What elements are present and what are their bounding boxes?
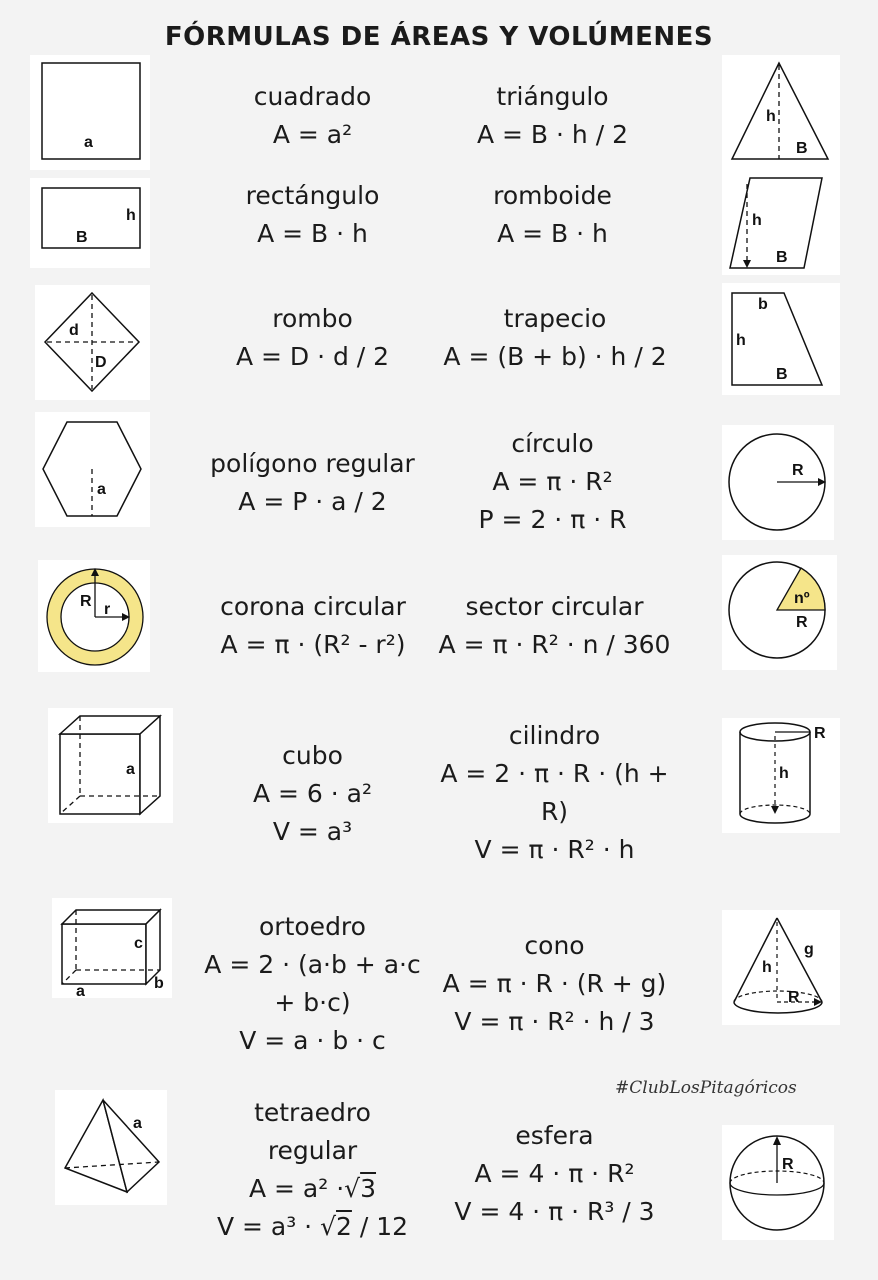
- formula-esfera-area: A = 4 · π · R²: [474, 1159, 635, 1188]
- label-R: R: [782, 1156, 794, 1173]
- formula-ortoedro-volumen: V = a · b · c: [239, 1026, 386, 1055]
- formula-trapecio: A = (B + b) · h / 2: [443, 342, 667, 371]
- cell-ortoedro: [195, 908, 430, 1060]
- name-corona: corona circular: [220, 592, 406, 621]
- label-h: h: [126, 207, 136, 224]
- cell-cuadrado: [200, 78, 425, 154]
- label-a: a: [133, 1115, 142, 1132]
- label-B: B: [776, 249, 788, 266]
- name-triangulo: triángulo: [496, 82, 609, 111]
- formula-rectangulo: A = B · h: [257, 219, 368, 248]
- label-h: h: [736, 332, 746, 349]
- label-R: R: [788, 989, 800, 1006]
- label-c: c: [134, 935, 143, 952]
- formula-tetraedro-vol-text: V = a³ ·: [216, 1212, 313, 1241]
- label-h: h: [766, 108, 776, 125]
- cube-figure: [48, 708, 173, 823]
- name-circulo: círculo: [511, 429, 594, 458]
- label-B: B: [796, 140, 808, 157]
- hexagon-figure: [35, 412, 150, 527]
- name-romboide: romboide: [493, 181, 612, 210]
- label-a: a: [84, 134, 93, 151]
- cell-cono: [432, 927, 677, 1041]
- label-B: B: [776, 366, 788, 383]
- cell-rectangulo: [200, 177, 425, 253]
- formula-cuadrado: A = a²: [272, 120, 353, 149]
- formula-cono-area: A = π · R · (R + g): [442, 969, 667, 998]
- name-cilindro: cilindro: [508, 721, 601, 750]
- formula-tetraedro-area: A = a² ·√3: [248, 1174, 377, 1203]
- cell-sector: [432, 588, 677, 664]
- formula-esfera-volumen: V = 4 · π · R³ / 3: [454, 1197, 655, 1226]
- name-cono: cono: [524, 931, 585, 960]
- label-n: nº: [794, 590, 810, 607]
- square-figure: [30, 55, 150, 170]
- label-R: R: [796, 614, 808, 631]
- label-r: r: [104, 601, 111, 618]
- formula-poligono: A = P · a / 2: [238, 487, 387, 516]
- cell-poligono: [195, 445, 430, 521]
- formula-cubo-volumen: V = a³: [272, 817, 353, 846]
- label-h: h: [779, 765, 789, 782]
- label-R: R: [792, 462, 804, 479]
- label-h: h: [762, 959, 772, 976]
- formula-cubo-area: A = 6 · a²: [252, 779, 373, 808]
- label-b: b: [154, 975, 164, 992]
- name-sector: sector circular: [465, 592, 644, 621]
- formula-tetraedro-area-text: A = a² ·: [248, 1174, 345, 1203]
- cell-rombo: [200, 300, 425, 376]
- formula-cilindro-volumen: V = π · R² · h: [474, 835, 635, 864]
- name-cuadrado: cuadrado: [253, 82, 372, 111]
- formula-tetraedro-vol-div: / 12: [359, 1212, 409, 1241]
- formula-corona: A = π · (R² - r²): [220, 630, 406, 659]
- triangle-figure: [722, 55, 840, 170]
- name-rombo: rombo: [272, 304, 353, 333]
- formula-ortoedro-area-cont: + b·c): [274, 988, 351, 1017]
- formula-rombo: A = D · d / 2: [235, 342, 390, 371]
- cell-cubo: [200, 737, 425, 851]
- name-poligono: polígono regular: [210, 449, 415, 478]
- name-cubo: cubo: [282, 741, 343, 770]
- label-d: d: [69, 322, 79, 339]
- cell-tetraedro: [195, 1094, 430, 1246]
- label-b: b: [758, 296, 768, 313]
- label-R: R: [814, 725, 826, 742]
- name-tetraedro: tetraedro: [254, 1098, 371, 1127]
- formula-sector: A = π · R² · n / 360: [438, 630, 671, 659]
- cell-esfera: [432, 1117, 677, 1231]
- cell-triangulo: [440, 78, 665, 154]
- sphere-figure: [722, 1125, 834, 1240]
- trapezoid-figure: [722, 283, 840, 395]
- formula-cilindro-area-cont: R): [540, 797, 569, 826]
- formula-circulo-area: A = π · R²: [492, 467, 613, 496]
- sqrt-two: 2: [336, 1212, 352, 1241]
- tetrahedron-figure: [55, 1090, 167, 1205]
- name-ortoedro: ortoedro: [259, 912, 366, 941]
- cell-romboide: [440, 177, 665, 253]
- cuboid-figure: [52, 898, 172, 998]
- formula-cilindro-area: A = 2 · π · R · (h +: [440, 759, 669, 788]
- cell-corona: [198, 588, 428, 664]
- label-a: a: [97, 481, 106, 498]
- formula-triangulo: A = B · h / 2: [476, 120, 628, 149]
- formula-tetraedro-volumen: V = a³ · √2 / 12: [216, 1212, 409, 1241]
- name-esfera: esfera: [515, 1121, 594, 1150]
- sector-figure: [722, 555, 837, 670]
- label-D: D: [95, 354, 107, 371]
- label-R: R: [80, 593, 92, 610]
- circle-figure: [722, 425, 834, 540]
- cell-trapecio: [435, 300, 675, 376]
- formula-romboide: A = B · h: [497, 219, 608, 248]
- annulus-figure: [38, 560, 150, 672]
- name-rectangulo: rectángulo: [245, 181, 380, 210]
- formula-cono-volumen: V = π · R² · h / 3: [454, 1007, 655, 1036]
- label-a: a: [126, 761, 135, 778]
- formula-ortoedro-area: A = 2 · (a·b + a·c: [204, 950, 421, 979]
- sqrt-three: 3: [360, 1174, 377, 1203]
- label-a: a: [76, 983, 85, 998]
- name-trapecio: trapecio: [503, 304, 607, 333]
- label-g: g: [804, 941, 814, 958]
- cone-figure: [722, 910, 840, 1025]
- name-tetraedro-line2: regular: [267, 1136, 358, 1165]
- cell-cilindro: [432, 717, 677, 869]
- cell-circulo: [440, 425, 665, 539]
- formula-circulo-perimetro: P = 2 · π · R: [478, 505, 627, 534]
- page-title: FÓRMULAS DE ÁREAS Y VOLÚMENES: [164, 22, 714, 52]
- rectangle-figure: [30, 178, 150, 268]
- hashtag-watermark: #ClubLosPitagóricos: [615, 1078, 797, 1098]
- cylinder-figure: [722, 718, 840, 833]
- rhombus-figure: [35, 285, 150, 400]
- rhomboid-figure: [722, 170, 840, 275]
- label-h: h: [752, 212, 762, 229]
- label-B: B: [76, 229, 88, 246]
